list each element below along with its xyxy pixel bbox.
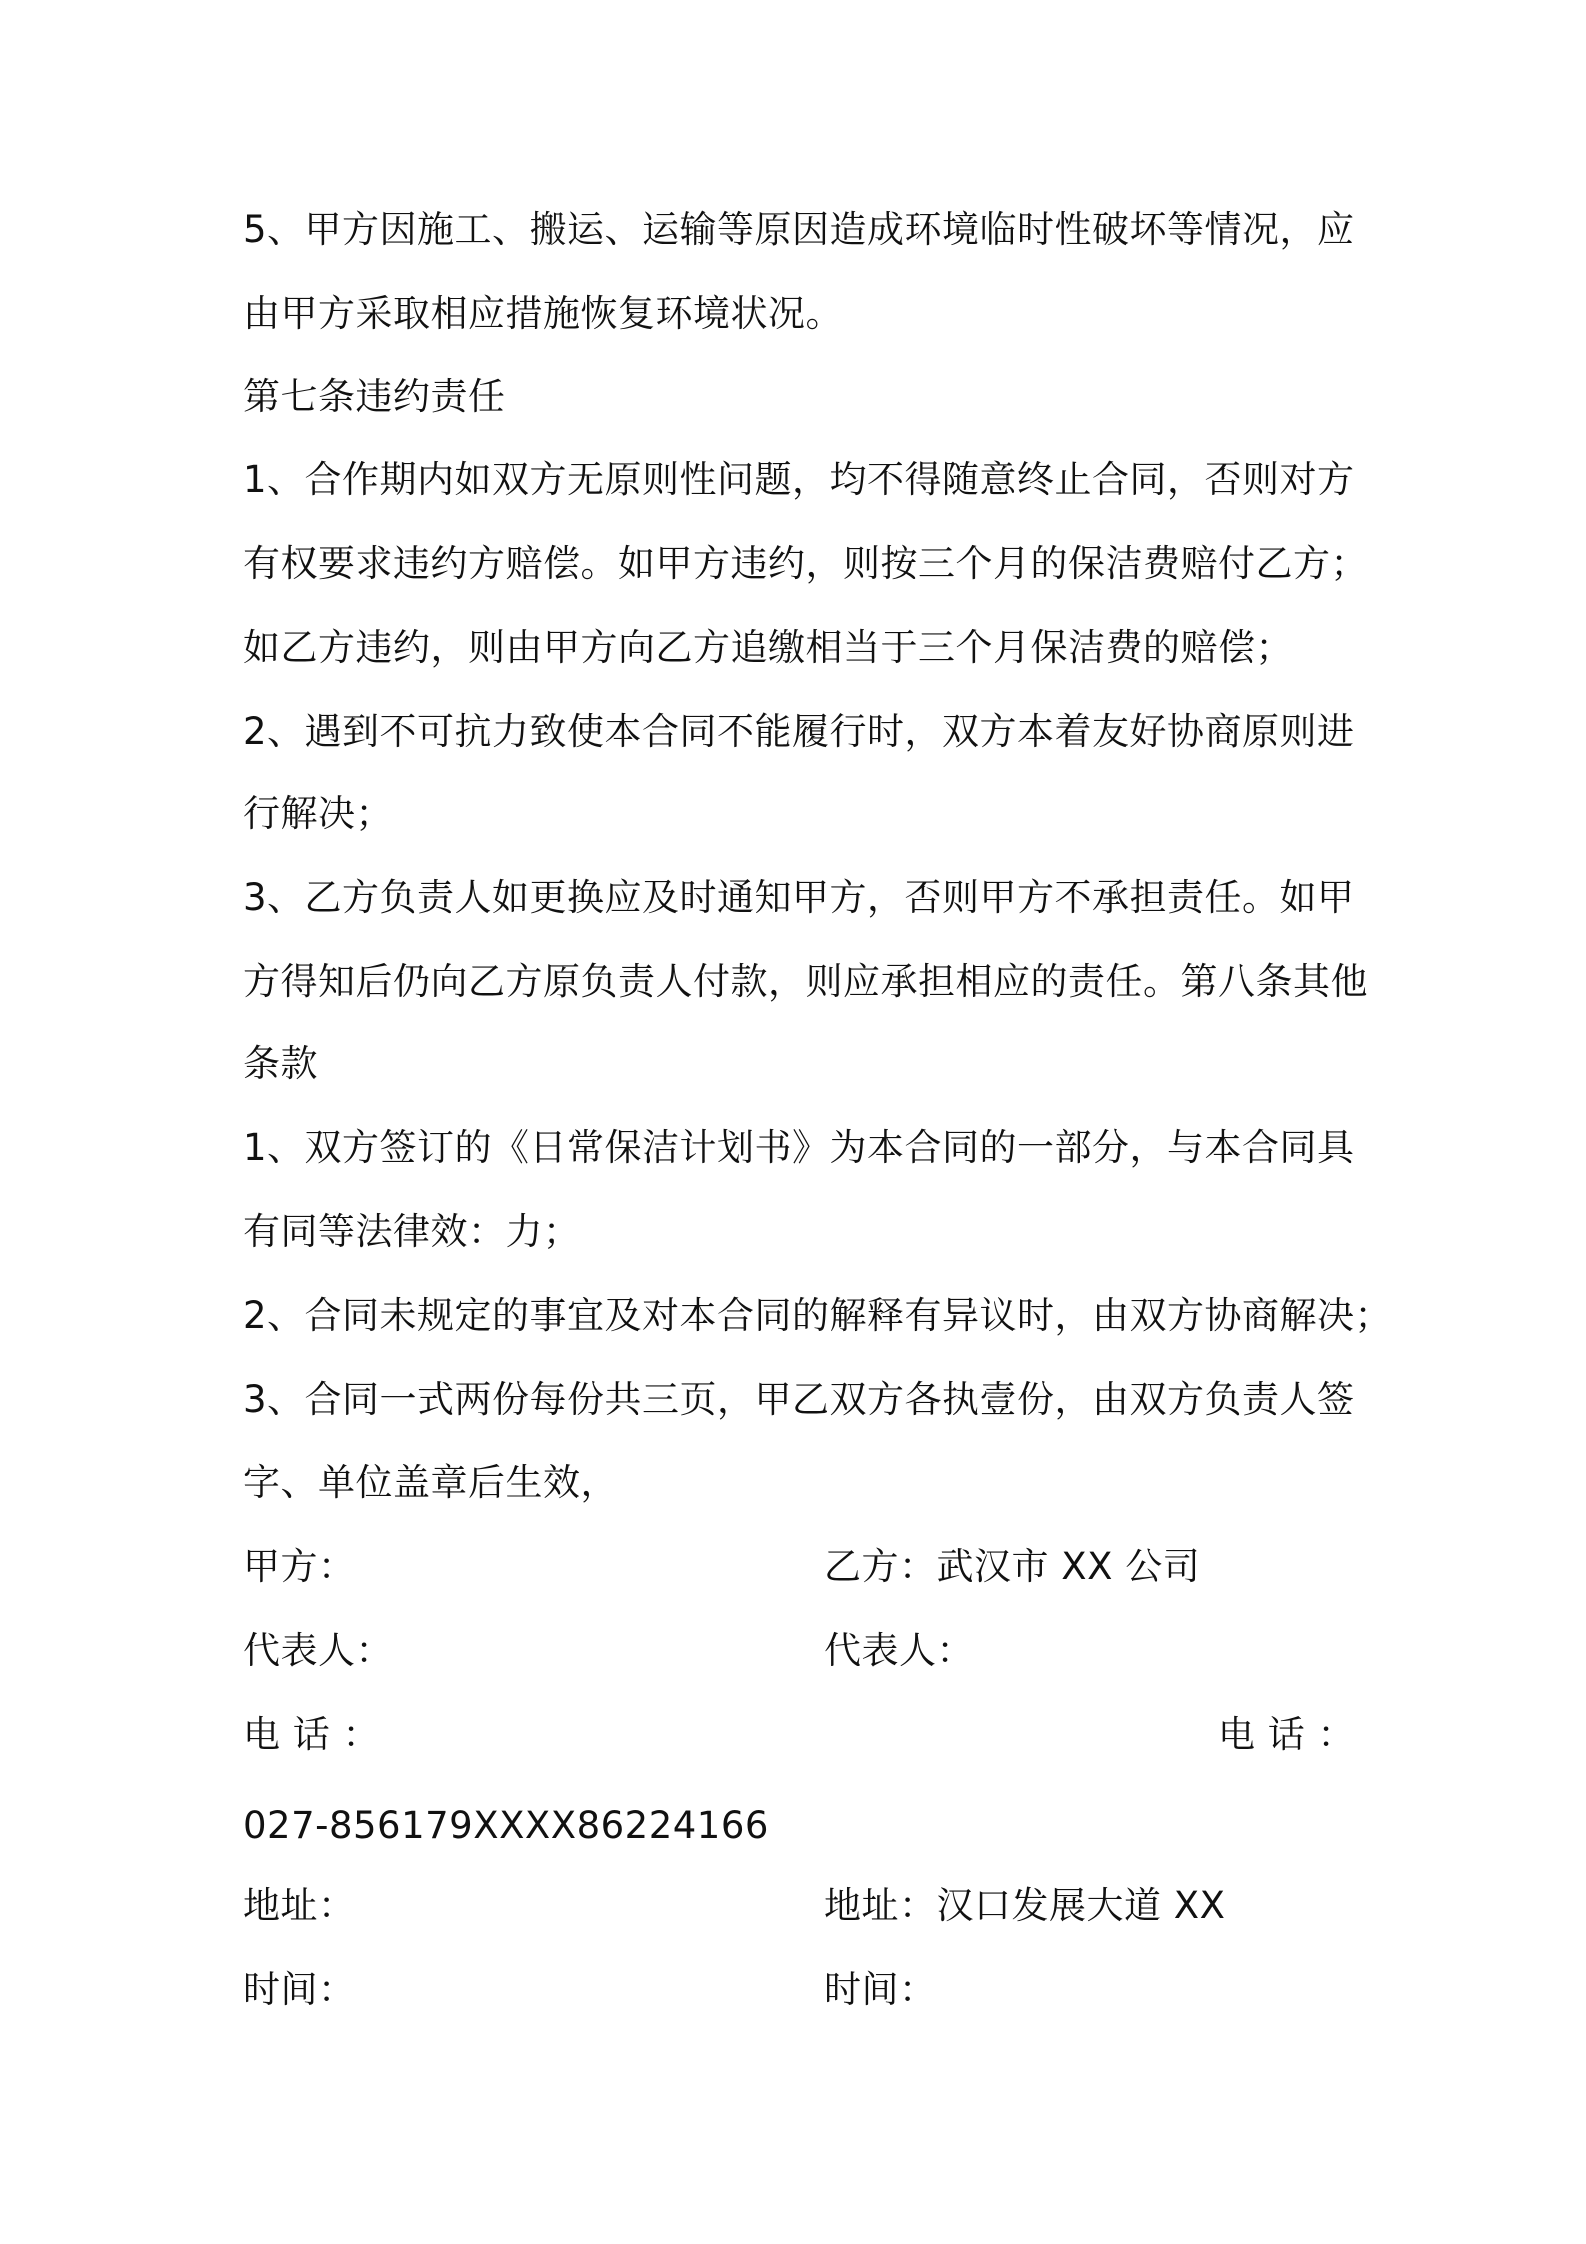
clause-6-item-5-line-2: 由甲方采取相应措施恢复环境状况。 [243,292,843,335]
clause-7-item-1-line-2: 有权要求违约方赔偿。如甲方违约，则按三个月的保洁费赔付乙方； [243,542,1368,585]
clause-8-item-3-line-1: 3、合同一式两份每份共三页，甲乙双方各执壹份，由双方负责人签 [243,1378,1355,1421]
clause-8-item-3-line-2: 字、单位盖章后生效， [243,1461,618,1504]
party-b-label: 乙方：武汉市 XX 公司 [824,1545,1201,1588]
party-a-address: 地址： [243,1884,356,1927]
party-b-phone-label: 电 话 ： [1218,1713,1356,1756]
clause-8-item-2: 2、合同未规定的事宜及对本合同的解释有异议时，由双方协商解决； [243,1294,1393,1337]
clause-7-item-1-line-1: 1、合作期内如双方无原则性问题，均不得随意终止合同，否则对方 [243,458,1355,501]
clause-6-item-5-line-1: 5、甲方因施工、搬运、运输等原因造成环境临时性破坏等情况，应 [243,208,1355,251]
clause-7-item-2-line-1: 2、遇到不可抗力致使本合同不能履行时，双方本着友好协商原则进 [243,710,1355,753]
party-a-phone-label: 电 话 ： [243,1713,381,1756]
party-b-representative: 代表人： [824,1629,974,1672]
clause-7-item-3-line-1: 3、乙方负责人如更换应及时通知甲方，否则甲方不承担责任。如甲 [243,876,1355,919]
party-a-representative: 代表人： [243,1629,393,1672]
clause-7-heading: 第七条违约责任 [243,375,506,418]
clause-8-item-1-line-1: 1、双方签订的《日常保洁计划书》为本合同的一部分，与本合同具 [243,1126,1355,1169]
party-b-address: 地址：汉口发展大道 XX [824,1884,1226,1927]
party-b-time: 时间： [824,1968,937,2011]
clause-7-item-3-line-2: 方得知后仍向乙方原负责人付款，则应承担相应的责任。第八条其他 [243,960,1368,1003]
clause-8-heading-cont: 条款 [243,1042,318,1085]
clause-7-item-1-line-3: 如乙方违约，则由甲方向乙方追缴相当于三个月保洁费的赔偿； [243,626,1293,669]
clause-8-item-1-line-2: 有同等法律效：力； [243,1210,581,1253]
party-a-label: 甲方： [243,1545,356,1588]
party-a-time: 时间： [243,1968,356,2011]
clause-7-item-2-line-2: 行解决； [243,792,393,835]
phone-number: 027-856179XXXX86224166 [243,1804,769,1847]
